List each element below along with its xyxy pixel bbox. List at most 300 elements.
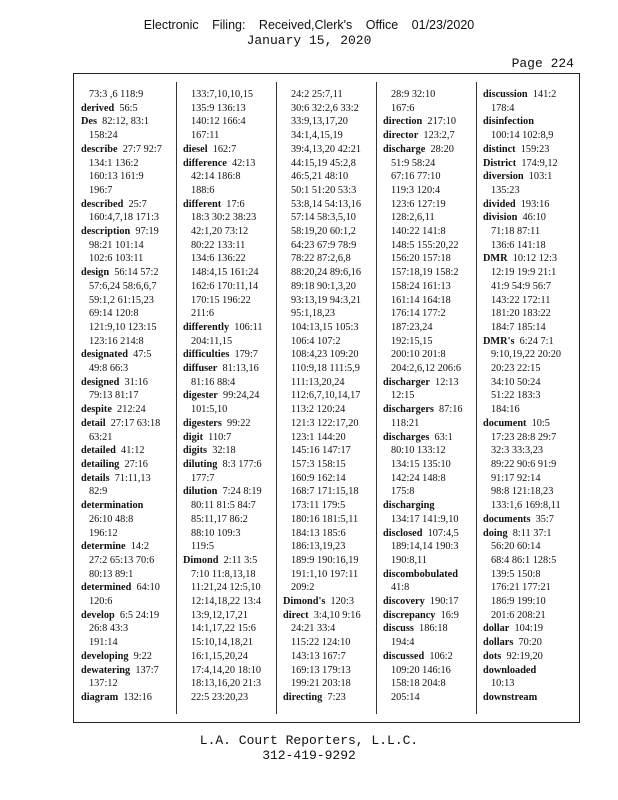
index-refs: 97:19 <box>130 226 159 238</box>
index-entry <box>183 143 275 157</box>
index-entry <box>483 170 575 184</box>
index-refs-continued: 67:16 77:10 <box>391 171 441 183</box>
index-word: discharges <box>383 431 430 443</box>
index-column-2 <box>183 88 275 718</box>
index-word: design <box>81 267 110 279</box>
index-word: downloaded <box>483 664 537 676</box>
index-refs: 16:9 <box>435 609 459 621</box>
index-entry <box>81 499 173 513</box>
index-refs: 63:1 <box>429 431 453 443</box>
index-column-3 <box>283 88 375 718</box>
page-footer <box>0 733 618 763</box>
index-word: difficulties <box>183 349 230 361</box>
index-entry <box>383 129 475 143</box>
index-entry <box>183 321 275 335</box>
index-refs: 9:22 <box>128 650 152 662</box>
index-refs-continued: 80:10 133:12 <box>391 445 446 457</box>
index-refs: 25:7 <box>123 198 147 210</box>
index-word: divided <box>483 198 516 210</box>
column-divider <box>276 82 277 714</box>
index-refs-continued: 113:2 120:24 <box>291 404 346 416</box>
index-refs-continued: 194:4 <box>391 637 415 649</box>
index-refs-continued: 157:3 158:15 <box>291 458 346 470</box>
index-entry <box>81 403 173 417</box>
index-refs-continued: 145:16 147:17 <box>291 445 351 457</box>
index-refs-continued: 104:13,15 105:3 <box>291 321 359 333</box>
index-entry <box>483 417 575 431</box>
index-word: digit <box>183 431 204 443</box>
index-refs-continued: 136:6 141:18 <box>491 239 546 251</box>
index-word: difference <box>183 157 227 169</box>
index-refs-continued: 156:20 157:18 <box>391 253 451 265</box>
index-word: dollar <box>483 623 510 635</box>
index-entry <box>483 664 575 678</box>
index-column-5 <box>483 88 575 718</box>
index-refs: 106:2 <box>424 650 453 662</box>
index-refs-continued: 160:13 161:9 <box>89 171 144 183</box>
index-refs-continued: 167:11 <box>191 130 220 142</box>
index-refs-continued: 135:23 <box>491 184 520 196</box>
index-word: despite <box>81 404 112 416</box>
index-word: dischargers <box>383 404 434 416</box>
index-refs-continued: 7:10 11:8,13,18 <box>191 568 256 580</box>
index-entry <box>183 554 275 568</box>
index-refs: 7:23 <box>322 691 346 703</box>
index-refs-continued: 173:11 179:5 <box>291 500 346 512</box>
index-refs-continued: 30:6 32:2,6 33:2 <box>291 102 359 114</box>
index-refs-continued: 50:1 51:20 53:3 <box>291 184 357 196</box>
index-refs-continued: 160:4,7,18 171:3 <box>89 212 160 224</box>
index-refs-continued: 162:6 170:11,14 <box>191 280 259 292</box>
index-refs: 56:5 <box>114 102 138 114</box>
index-refs-continued: 68:4 86:1 128:5 <box>491 554 557 566</box>
index-refs: 27:17 63:18 <box>105 417 161 429</box>
index-refs: 6:24 7:1 <box>514 335 554 347</box>
index-refs-continued: 143:13 167:7 <box>291 650 346 662</box>
index-column-4 <box>383 88 475 718</box>
index-refs-continued: 121:9,10 123:15 <box>89 321 157 333</box>
index-refs-continued: 196:7 <box>89 184 113 196</box>
index-refs-continued: 176:14 177:2 <box>391 308 446 320</box>
index-entry <box>81 115 173 129</box>
index-refs-continued: 18:3 30:2 38:23 <box>191 212 257 224</box>
index-refs-continued: 115:22 124:10 <box>291 637 351 649</box>
index-word: discuss <box>383 623 414 635</box>
index-refs-continued: 15:10,14,18,21 <box>191 637 254 649</box>
index-refs: 99:24,24 <box>217 390 260 402</box>
index-refs-continued: 184:13 185:6 <box>291 527 346 539</box>
index-refs: 120:3 <box>325 596 354 608</box>
index-refs-continued: 209:2 <box>291 582 315 594</box>
index-refs-continued: 34:10 50:24 <box>491 376 541 388</box>
index-entry <box>483 157 575 171</box>
index-refs: 7:24 8:19 <box>217 486 262 498</box>
index-refs-continued: 85:11,17 86:2 <box>191 513 248 525</box>
index-refs-continued: 41:9 54:9 56:7 <box>491 280 552 292</box>
index-refs: 70:20 <box>513 637 542 649</box>
reporter-name: L.A. Court Reporters, L.L.C. <box>199 733 419 748</box>
index-refs-continued: 44:15,19 45:2,8 <box>291 157 356 169</box>
index-word: determined <box>81 582 132 594</box>
index-refs-continued: 20:23 22:15 <box>491 363 541 375</box>
index-refs-continued: 169:13 179:13 <box>291 664 351 676</box>
index-refs-continued: 133:1,6 169:8,11 <box>491 500 561 512</box>
index-word: dilution <box>183 486 218 498</box>
index-refs: 87:16 <box>433 404 463 416</box>
index-entry <box>483 115 575 129</box>
index-entry <box>81 609 173 623</box>
index-word: details <box>81 472 110 484</box>
index-refs-continued: 199:21 203:18 <box>291 678 351 690</box>
index-word: Dimond <box>183 554 219 566</box>
index-refs-continued: 168:7 171:15,18 <box>291 486 359 498</box>
index-word: document <box>483 417 527 429</box>
index-entry <box>81 472 173 486</box>
index-word: discussion <box>483 89 528 100</box>
index-refs-continued: 191:1,10 197:11 <box>291 568 359 580</box>
index-refs-continued: 134:15 135:10 <box>391 458 451 470</box>
index-refs: 190:17 <box>424 596 459 608</box>
index-refs-continued: 211:6 <box>191 308 215 320</box>
index-word: describe <box>81 143 118 155</box>
index-refs: 92:19,20 <box>501 650 543 662</box>
index-refs-continued: 78:22 87:2,6,8 <box>291 253 351 265</box>
index-refs: 3:4,10 9:16 <box>308 609 361 621</box>
index-refs-continued: 201:6 208:21 <box>491 609 546 621</box>
index-refs-continued: 34:1,4,15,19 <box>291 130 343 142</box>
index-refs-continued: 177:7 <box>191 472 215 484</box>
index-word: diversion <box>483 171 524 183</box>
index-refs: 28:20 <box>425 143 454 155</box>
index-refs-continued: 11:21,24 12:5,10 <box>191 582 261 594</box>
index-word: detail <box>81 417 106 429</box>
index-refs: 12:13 <box>429 376 459 388</box>
index-word: discharger <box>383 376 430 388</box>
index-refs-continued: 134:17 141:9,10 <box>391 513 459 525</box>
index-word: documents <box>483 513 531 525</box>
index-word: discovery <box>383 596 425 608</box>
index-refs-continued: 119:3 120:4 <box>391 184 441 196</box>
index-refs-continued: 13:9,12,17,21 <box>191 609 248 621</box>
index-entry <box>483 650 575 664</box>
index-word: dewatering <box>81 664 131 676</box>
index-refs: 217:10 <box>422 116 457 128</box>
index-entry <box>81 444 173 458</box>
page-header <box>0 18 618 48</box>
index-refs-continued: 98:21 101:14 <box>89 239 144 251</box>
index-refs-continued: 119:5 <box>191 541 215 553</box>
index-refs-continued: 12:14,18,22 13:4 <box>191 596 262 608</box>
index-word: diluting <box>183 458 218 470</box>
index-word: determine <box>81 541 126 553</box>
index-word: distinct <box>483 143 516 155</box>
index-refs: 174:9,12 <box>516 157 558 169</box>
index-refs-continued: 33:9,13,17,20 <box>291 116 348 128</box>
index-refs-continued: 12:15 <box>391 390 415 402</box>
index-refs-continued: 26:10 48:8 <box>89 513 134 525</box>
index-refs-continued: 123:16 214:8 <box>89 335 144 347</box>
index-refs-continued: 175:8 <box>391 486 415 498</box>
index-refs-continued: 140:22 141:8 <box>391 226 446 238</box>
index-entry <box>283 609 375 623</box>
index-word: detailed <box>81 445 116 457</box>
index-refs: 103:1 <box>523 171 553 183</box>
reporter-phone: 312-419-9292 <box>262 748 356 763</box>
index-word: described <box>81 198 124 210</box>
index-word: direct <box>283 609 309 621</box>
index-refs-continued: 128:2,6,11 <box>391 212 435 224</box>
index-entry <box>483 211 575 225</box>
index-word: DMR's <box>483 335 515 347</box>
index-refs-continued: 49:8 66:3 <box>89 363 129 375</box>
index-entry <box>183 362 275 376</box>
index-entry <box>81 691 173 705</box>
index-entry <box>183 417 275 431</box>
index-refs: 10:5 <box>526 417 550 429</box>
index-refs-continued: 189:14,14 190:3 <box>391 541 459 553</box>
index-refs-continued: 204:11,15 <box>191 335 233 347</box>
index-refs-continued: 161:14 164:18 <box>391 294 451 306</box>
index-entry <box>383 609 475 623</box>
index-word: Dimond's <box>283 596 326 608</box>
index-refs-continued: 190:8,11 <box>391 554 427 566</box>
index-refs-continued: 118:21 <box>391 417 420 429</box>
index-refs-continued: 63:21 <box>89 431 113 443</box>
index-refs-continued: 178:4 <box>491 102 515 114</box>
index-refs-continued: 148:4,15 161:24 <box>191 267 259 279</box>
index-refs-continued: 93:13,19 94:3,21 <box>291 294 362 306</box>
index-refs: 162:7 <box>207 143 237 155</box>
index-refs: 8:11 37:1 <box>507 527 552 539</box>
index-word: description <box>81 226 131 238</box>
filing-stamp: Electronic Filing: Received,Clerk's Office 01/23/2020 <box>143 18 475 32</box>
index-word: discharging <box>383 500 435 512</box>
index-refs-continued: 89:22 90:6 91:9 <box>491 458 557 470</box>
index-refs-continued: 186:13,19,23 <box>291 541 346 553</box>
index-word: director <box>383 130 419 142</box>
index-refs-continued: 133:7,10,10,15 <box>191 89 254 100</box>
index-refs: 82:12, 83:1 <box>97 116 150 128</box>
index-entry <box>81 143 173 157</box>
index-box <box>73 73 580 723</box>
index-entry <box>183 485 275 499</box>
index-refs-continued: 69:14 120:8 <box>89 308 139 320</box>
index-entry <box>81 458 173 472</box>
index-refs-continued: 108:4,23 109:20 <box>291 349 359 361</box>
index-refs-continued: 32:3 33:3,23 <box>491 445 544 457</box>
index-word: downstream <box>483 691 538 703</box>
index-refs: 2:11 3:5 <box>218 554 258 566</box>
index-word: dots <box>483 650 502 662</box>
index-refs-continued: 120:6 <box>89 596 113 608</box>
index-refs-continued: 158:18 204:8 <box>391 678 446 690</box>
index-entry <box>483 88 575 102</box>
index-entry <box>81 198 173 212</box>
index-refs-continued: 88:20,24 89:6,16 <box>291 267 362 279</box>
index-refs-continued: 121:3 122:17,20 <box>291 417 359 429</box>
index-word: Des <box>81 116 98 128</box>
index-refs-continued: 24:21 33:4 <box>291 623 336 635</box>
index-entry <box>183 198 275 212</box>
index-refs-continued: 167:6 <box>391 102 415 114</box>
column-divider <box>176 82 177 714</box>
index-word: DMR <box>483 253 508 265</box>
index-entry <box>383 115 475 129</box>
index-refs-continued: 180:16 181:5,11 <box>291 513 359 525</box>
index-refs-continued: 111:13,20,24 <box>291 376 345 388</box>
index-entry <box>383 143 475 157</box>
index-refs-continued: 82:9 <box>89 486 108 498</box>
index-word: disclosed <box>383 527 423 539</box>
index-refs: 137:7 <box>130 664 159 676</box>
index-refs-continued: 51:22 183:3 <box>491 390 541 402</box>
index-refs-continued: 39:4,13,20 42:21 <box>291 143 362 155</box>
index-word: developing <box>81 650 129 662</box>
index-refs: 27:16 <box>119 458 148 470</box>
index-word: discrepancy <box>383 609 436 621</box>
index-entry <box>383 622 475 636</box>
index-refs-continued: 42:14 186:8 <box>191 171 241 183</box>
index-refs-continued: 134:1 136:2 <box>89 157 139 169</box>
index-refs-continued: 123:6 127:19 <box>391 198 446 210</box>
index-refs-continued: 71:18 87:11 <box>491 226 541 238</box>
index-refs: 42:13 <box>226 157 256 169</box>
index-word: doing <box>483 527 508 539</box>
index-refs-continued: 191:14 <box>89 637 118 649</box>
index-refs-continued: 27:2 65:13 70:6 <box>89 554 155 566</box>
index-refs-continued: 22:5 23:20,23 <box>191 691 249 703</box>
index-word: detailing <box>81 458 120 470</box>
index-refs-continued: 80:13 89:1 <box>89 568 134 580</box>
index-word: diesel <box>183 143 208 155</box>
index-word: differently <box>183 321 230 333</box>
index-entry <box>483 335 575 349</box>
index-refs-continued: 192:15,15 <box>391 335 433 347</box>
index-entry <box>383 568 475 582</box>
index-refs: 46:10 <box>517 212 546 224</box>
index-refs: 17:6 <box>221 198 245 210</box>
index-entry <box>183 458 275 472</box>
index-refs: 31:16 <box>119 376 148 388</box>
index-refs-continued: 148:5 155:20,22 <box>391 239 459 251</box>
index-refs-continued: 17:23 28:8 29:7 <box>491 431 557 443</box>
index-refs-continued: 200:10 201:8 <box>391 349 446 361</box>
index-refs: 41:12 <box>115 445 145 457</box>
index-refs-continued: 12:19 19:9 21:1 <box>491 267 557 279</box>
column-divider <box>476 82 477 714</box>
index-word: derived <box>81 102 115 114</box>
index-refs-continued: 170:15 196:22 <box>191 294 251 306</box>
index-refs-continued: 91:17 92:14 <box>491 472 541 484</box>
index-entry <box>183 389 275 403</box>
index-entry <box>81 581 173 595</box>
index-word: designed <box>81 376 120 388</box>
index-word: dollars <box>483 637 514 649</box>
index-refs-continued: 46:5,21 48:10 <box>291 171 349 183</box>
index-refs: 110:7 <box>203 431 232 443</box>
index-refs-continued: 184:16 <box>491 404 520 416</box>
index-refs-continued: 123:1 144:20 <box>291 431 346 443</box>
index-word: digester <box>183 390 218 402</box>
index-entry <box>183 348 275 362</box>
index-refs-continued: 80:22 133:11 <box>191 239 246 251</box>
index-refs-continued: 158:24 161:13 <box>391 280 451 292</box>
index-refs-continued: 98:8 121:18,23 <box>491 486 554 498</box>
index-refs: 193:16 <box>515 198 550 210</box>
index-entry <box>81 540 173 554</box>
index-refs: 99:22 <box>221 417 251 429</box>
index-word: discombobulated <box>383 568 458 580</box>
index-word: District <box>483 157 517 169</box>
index-refs-continued: 196:12 <box>89 527 118 539</box>
index-refs-continued: 10:13 <box>491 678 515 690</box>
index-refs-continued: 17:4,14,20 18:10 <box>191 664 262 676</box>
index-refs-continued: 89:18 90:1,3,20 <box>291 280 356 292</box>
index-refs: 47:5 <box>127 349 152 361</box>
index-refs: 71:11,13 <box>109 472 151 484</box>
index-refs-continued: 143:22 172:11 <box>491 294 551 306</box>
index-refs-continued: 59:1,2 61:15,23 <box>89 294 154 306</box>
index-entry <box>483 143 575 157</box>
index-entry <box>81 266 173 280</box>
index-entry <box>383 527 475 541</box>
index-word: directing <box>283 691 323 703</box>
index-entry <box>483 691 575 705</box>
index-refs-continued: 158:24 <box>89 130 118 142</box>
index-refs-continued: 53:8,14 54:13,16 <box>291 198 362 210</box>
index-entry <box>483 636 575 650</box>
index-refs-continued: 137:12 <box>89 678 118 690</box>
index-refs-continued: 16:1,15,20,24 <box>191 650 248 662</box>
index-entry <box>483 198 575 212</box>
index-entry <box>183 431 275 445</box>
index-refs-continued: 181:20 183:22 <box>491 308 551 320</box>
index-refs-continued: 42:1,20 73:12 <box>191 226 249 238</box>
index-entry <box>81 225 173 239</box>
index-entry <box>81 376 173 390</box>
index-refs-continued: 140:12 166:4 <box>191 116 246 128</box>
index-word: disinfection <box>483 116 534 128</box>
index-refs-continued: 101:5,10 <box>191 404 228 416</box>
index-entry <box>483 513 575 527</box>
index-refs-continued: 157:18,19 158:2 <box>391 267 459 279</box>
index-entry <box>483 252 575 266</box>
index-refs-continued: 204:2,6,12 206:6 <box>391 363 462 375</box>
index-refs-continued: 18:13,16,20 21:3 <box>191 678 262 690</box>
index-refs-continued: 109:20 146:16 <box>391 664 451 676</box>
index-refs-continued: 81:16 88:4 <box>191 376 236 388</box>
index-refs-continued: 160:9 162:14 <box>291 472 346 484</box>
index-entry <box>383 376 475 390</box>
index-refs-continued: 58:19,20 60:1,2 <box>291 226 356 238</box>
index-word: determination <box>81 500 144 512</box>
index-refs-continued: 189:9 190:16,19 <box>291 554 359 566</box>
index-refs-continued: 176:21 177:21 <box>491 582 551 594</box>
index-entry <box>383 595 475 609</box>
index-column-1 <box>81 88 173 718</box>
index-refs: 107:4,5 <box>422 527 459 539</box>
index-refs-continued: 106:4 107:2 <box>291 335 341 347</box>
index-refs-continued: 184:7 185:14 <box>491 321 546 333</box>
index-entry <box>483 527 575 541</box>
index-entry <box>383 650 475 664</box>
index-word: division <box>483 212 518 224</box>
index-refs-continued: 64:23 67:9 78:9 <box>291 239 357 251</box>
index-refs-continued: 135:9 136:13 <box>191 102 246 114</box>
index-refs-continued: 95:1,18,23 <box>291 308 336 320</box>
index-entry <box>81 417 173 431</box>
index-entry <box>483 622 575 636</box>
